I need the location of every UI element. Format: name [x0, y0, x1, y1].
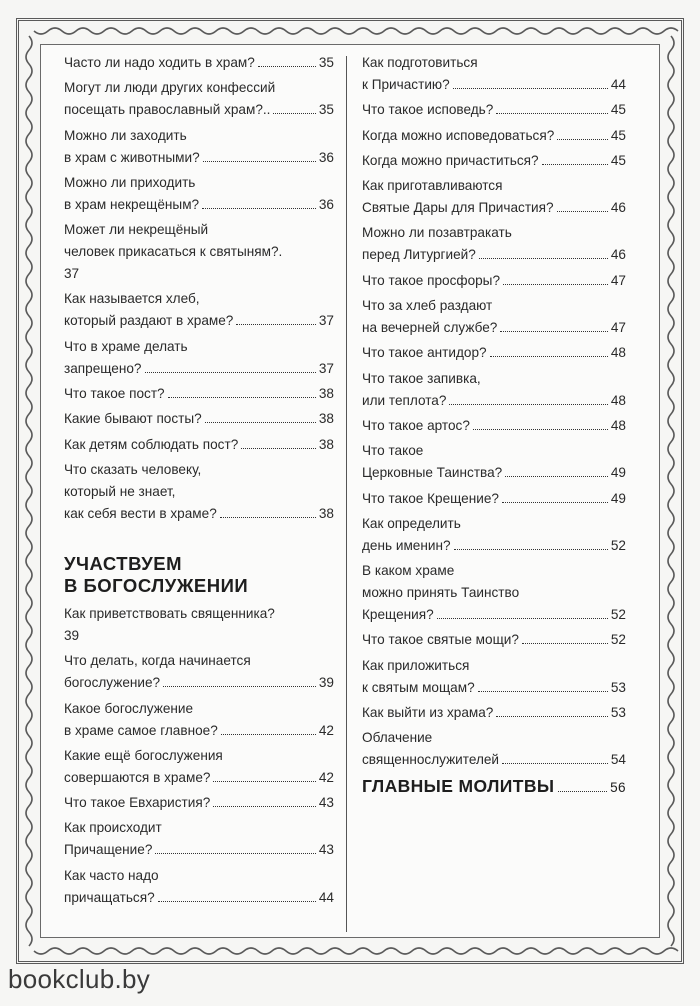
leader-dots [505, 476, 608, 477]
toc-entry-last-line [362, 488, 626, 510]
toc-entry-title: посещать православный храм?.. [64, 102, 271, 118]
toc-entry[interactable] [64, 125, 334, 169]
toc-entry-page: 38 [318, 411, 334, 427]
ornament-wave [34, 28, 678, 34]
toc-entry-page: 47 [610, 320, 626, 336]
toc-entry-title: Часто ли надо ходить в храм? [64, 55, 255, 70]
leader-dots [542, 164, 608, 165]
ornament-wave [26, 36, 32, 946]
toc-entry-page: 38 [318, 436, 334, 452]
toc-entry-title: день именин? [362, 537, 451, 553]
toc-entry-title: Что в храме делать [64, 338, 188, 354]
leader-dots [221, 734, 316, 735]
leader-dots [158, 901, 316, 902]
toc-entry[interactable] [362, 727, 626, 771]
toc-entry-title: Можно ли позавтракать [362, 225, 512, 241]
toc-entry-title: запрещено? [64, 360, 142, 376]
section-heading-line-1: УЧАСТВУЕМ [64, 552, 183, 574]
toc-entry-page: 44 [318, 889, 334, 905]
toc-entry-last-line [362, 150, 626, 172]
toc-entry-title: Можно ли заходить [64, 127, 187, 143]
toc-entry-title: Причащение? [64, 842, 153, 858]
toc-entry[interactable] [64, 745, 334, 789]
toc-entry[interactable] [64, 698, 334, 742]
leader-dots [496, 716, 608, 717]
leader-dots [454, 549, 608, 550]
toc-entry-title: Как выйти из храма? [362, 705, 494, 721]
toc-entry[interactable] [64, 817, 334, 861]
leader-dots [145, 372, 316, 373]
toc-entry-page: 45 [610, 102, 626, 118]
toc-right-entries [362, 52, 626, 771]
toc-entry-last-line [64, 99, 334, 121]
leader-dots [437, 618, 608, 619]
leader-dots [558, 791, 607, 792]
toc-entry-page: 54 [610, 752, 626, 768]
leader-dots [479, 258, 608, 259]
toc-entry-title: Церковные Таинства? [362, 465, 503, 481]
toc-entry-last-line [64, 194, 334, 216]
toc-entry-page: 39 [64, 627, 80, 643]
leader-dots [502, 763, 608, 764]
toc-entry-last-line [362, 749, 626, 771]
toc-entry-page: 38 [318, 386, 334, 402]
toc-entry-title: Когда можно причаститься? [362, 152, 539, 168]
toc-entry-title: Как происходит [64, 820, 162, 836]
toc-entry[interactable] [64, 408, 334, 430]
toc-entry-title: Что такое святые мощи? [362, 632, 519, 648]
toc-entry-title: Что делать, когда начинается [64, 653, 251, 669]
toc-entry-title: Что такое [362, 443, 424, 459]
toc-entry-page: 52 [610, 537, 626, 553]
ornament-wave [34, 948, 678, 954]
toc-entry[interactable] [362, 440, 626, 484]
toc-entry-title: Что такое пост? [64, 386, 165, 402]
toc-entry-title: к святым мощам? [362, 679, 475, 695]
toc-entry-title: Какое богослужение [64, 700, 194, 716]
toc-entry-page: 42 [318, 769, 334, 785]
toc-entry-title: Что такое артос? [362, 417, 470, 433]
leader-dots [522, 643, 608, 644]
toc-entry-last-line [362, 535, 626, 557]
leader-dots [203, 161, 316, 162]
toc-entry-title: Какие ещё богослужения [64, 747, 223, 763]
toc-entry-title: Облачение [362, 730, 433, 746]
toc-entry-title: Как приветствовать священника? [64, 605, 275, 621]
toc-entry[interactable] [362, 702, 626, 724]
toc-entry-title: Святые Дары для Причастия? [362, 200, 554, 216]
final-heading-label: ГЛАВНЫЕ МОЛИТВЫ [362, 775, 555, 796]
toc-entry-last-line [362, 270, 626, 292]
toc-entry-last-line [64, 383, 334, 405]
toc-entry-last-line [64, 358, 334, 380]
toc-entry-page: 35 [318, 55, 334, 70]
leader-dots [478, 691, 608, 692]
column-divider [346, 56, 347, 932]
toc-entry-last-line [64, 310, 334, 332]
toc-entry-title: Что такое просфоры? [362, 272, 501, 288]
toc-entry-page: 46 [610, 200, 626, 216]
leader-dots [202, 208, 316, 209]
toc-entry-last-line [64, 720, 334, 742]
toc-entry-last-line [362, 342, 626, 364]
toc-entry[interactable] [362, 99, 626, 121]
toc-entry-title: который раздают в храме? [64, 313, 234, 329]
toc-entry[interactable] [64, 434, 334, 456]
toc-entry-page: 39 [318, 675, 334, 691]
toc-entry-page: 36 [318, 149, 334, 165]
section-heading-line-2: В БОГОСЛУЖЕНИИ [64, 574, 249, 596]
toc-entry-last-line [64, 408, 334, 430]
leader-dots [205, 422, 316, 423]
toc-entry-title: Что такое Крещение? [362, 490, 499, 506]
toc-entry-title: Как подготовиться [362, 55, 478, 70]
toc-entry-last-line [362, 197, 626, 219]
toc-entry-title: к Причастию? [362, 77, 450, 92]
toc-entry-title: Как приготавливаются [362, 178, 503, 194]
toc-entry-title: священнослужителей [362, 752, 500, 768]
leader-dots [490, 356, 608, 357]
toc-entry-title: в храме самое главное? [64, 722, 218, 738]
toc-entry[interactable] [64, 650, 334, 694]
leader-dots [168, 397, 316, 398]
toc-right-column [362, 52, 626, 799]
leader-dots [500, 331, 608, 332]
toc-entry-page: 48 [610, 392, 626, 408]
toc-entry-title: Крещения? [362, 607, 434, 623]
leader-dots [213, 781, 315, 782]
toc-entry-page: 48 [610, 345, 626, 361]
leader-dots [557, 211, 608, 212]
toc-section-entries [64, 603, 334, 909]
leader-dots [163, 686, 316, 687]
toc-entry[interactable] [362, 560, 626, 626]
toc-entry-title: Когда можно исповедоваться? [362, 127, 555, 143]
leader-dots [236, 324, 316, 325]
toc-entry-page: 52 [610, 607, 626, 623]
toc-entry-title: на вечерней службе? [362, 320, 498, 336]
toc-entry-page: 49 [610, 490, 626, 506]
leader-dots [241, 448, 316, 449]
leader-dots [449, 404, 607, 405]
toc-entry-last-line [362, 125, 626, 147]
toc-entry-title: в храм некрещёным? [64, 196, 200, 212]
toc-entry-last-line [64, 434, 334, 456]
toc-entry-page: 52 [610, 632, 626, 648]
toc-entry-last-line [64, 503, 334, 525]
leader-dots [453, 88, 608, 89]
toc-entry-last-line [362, 702, 626, 724]
toc-entry-page: 46 [610, 247, 626, 263]
toc-entry-page: 37 [318, 360, 334, 376]
toc-entry-title: Что такое исповедь? [362, 102, 494, 118]
leader-dots [220, 517, 316, 518]
leader-dots [473, 429, 608, 430]
toc-entry-page: 36 [318, 196, 334, 212]
ornament-wave [668, 36, 674, 946]
leader-dots [213, 806, 316, 807]
toc-entry-title: Что такое антидор? [362, 345, 487, 361]
toc-entry[interactable] [64, 603, 334, 647]
toc-left-entries [64, 52, 334, 525]
watermark-text: bookclub.by [8, 964, 151, 994]
toc-entry-page: 35 [318, 102, 334, 118]
toc-entry[interactable] [362, 150, 626, 172]
toc-entry[interactable] [362, 629, 626, 651]
toc-entry-last-line [64, 672, 334, 694]
section-heading [64, 553, 334, 597]
toc-entry-last-line [362, 677, 626, 699]
toc-entry-last-line [362, 604, 626, 626]
toc-entry-title: богослужение? [64, 675, 161, 691]
toc-entry-title: совершаются в храме? [64, 769, 211, 785]
toc-entry[interactable] [64, 52, 334, 74]
toc-entry-last-line [64, 887, 334, 909]
toc-entry[interactable] [64, 288, 334, 332]
toc-entry-page: 43 [318, 795, 334, 811]
toc-entry-title: в храм с животными? [64, 149, 200, 165]
final-heading-page: 56 [610, 779, 626, 795]
leader-dots [155, 853, 315, 854]
toc-entry-last-line [362, 462, 626, 484]
toc-entry-title: Как называется хлеб, [64, 291, 200, 307]
toc-entry[interactable] [362, 415, 626, 437]
toc-entry[interactable] [64, 865, 334, 909]
toc-entry-title: Что за хлеб раздают [362, 298, 493, 314]
toc-entry[interactable] [362, 222, 626, 266]
toc-entry-last-line [64, 767, 334, 789]
toc-entry-last-line [64, 839, 334, 861]
toc-entry-last-line [64, 52, 334, 74]
leader-dots [258, 66, 316, 67]
toc-entry-page: 45 [610, 127, 626, 143]
toc-entry[interactable] [64, 172, 334, 216]
toc-entry-title: человек прикасаться к святыням?. [64, 244, 283, 260]
toc-entry-title: Можно ли приходить [64, 174, 196, 190]
toc-entry[interactable] [362, 342, 626, 364]
toc-entry-page: 38 [318, 505, 334, 521]
toc-entry[interactable] [362, 295, 626, 339]
toc-entry-page: 42 [318, 722, 334, 738]
toc-entry-title: Что такое запивка, [362, 370, 481, 386]
toc-entry-title: В каком храме [362, 563, 455, 579]
toc-entry-last-line [362, 629, 626, 651]
toc-entry-title: или теплота? [362, 392, 447, 408]
toc-entry-page: 37 [318, 313, 334, 329]
toc-entry-title: как себя вести в храме? [64, 505, 217, 521]
toc-entry-last-line [362, 390, 626, 412]
toc-entry[interactable] [362, 513, 626, 557]
toc-entry-title: Как приложиться [362, 657, 470, 673]
toc-entry[interactable] [362, 175, 626, 219]
leader-dots [503, 284, 608, 285]
toc-entry-page: 49 [610, 465, 626, 481]
toc-entry-page: 43 [318, 842, 334, 858]
toc-entry[interactable] [362, 488, 626, 510]
toc-entry-title: Как определить [362, 515, 461, 531]
toc-entry-title: Может ли некрещёный [64, 222, 209, 238]
toc-entry[interactable] [64, 383, 334, 405]
toc-entry-title: причащаться? [64, 889, 155, 905]
toc-entry-last-line [64, 147, 334, 169]
toc-entry-page: 47 [610, 272, 626, 288]
toc-left-column [64, 52, 334, 912]
leader-dots [557, 139, 608, 140]
toc-entry[interactable] [362, 270, 626, 292]
toc-entry-page: 45 [610, 152, 626, 168]
toc-entry-page: 53 [610, 679, 626, 695]
toc-entry-title: Какие бывают посты? [64, 411, 202, 427]
leader-dots [273, 113, 315, 114]
toc-entry-page: 53 [610, 705, 626, 721]
toc-entry-title: перед Литургией? [362, 247, 476, 263]
toc-entry[interactable] [64, 792, 334, 814]
toc-entry[interactable] [64, 219, 334, 285]
toc-entry-title: можно принять Таинство [362, 585, 520, 601]
toc-entry-last-line [64, 792, 334, 814]
toc-entry-title: Как детям соблюдать пост? [64, 436, 239, 452]
toc-entry-last-line [362, 244, 626, 266]
toc-entry-last-line [362, 99, 626, 121]
leader-dots [496, 113, 608, 114]
toc-entry-last-line [362, 317, 626, 339]
toc-entry[interactable] [64, 459, 334, 525]
toc-entry[interactable] [362, 52, 626, 96]
leader-dots [502, 502, 608, 503]
toc-entry-title: Что сказать человеку, [64, 461, 202, 477]
toc-entry-last-line [362, 74, 626, 96]
toc-entry-title: Могут ли люди других конфессий [64, 80, 276, 96]
toc-entry[interactable] [64, 77, 334, 121]
toc-entry-last-line [362, 415, 626, 437]
toc-entry[interactable] [362, 655, 626, 699]
toc-entry[interactable] [362, 125, 626, 147]
toc-entry[interactable] [362, 368, 626, 412]
toc-entry-page: 44 [610, 77, 626, 92]
toc-entry-title: Как часто надо [64, 867, 159, 883]
toc-entry-page: 37 [64, 266, 80, 282]
toc-entry[interactable] [64, 336, 334, 380]
toc-entry-page: 48 [610, 417, 626, 433]
toc-entry-title: который не знает, [64, 483, 176, 499]
toc-entry-title: Что такое Евхаристия? [64, 795, 211, 811]
final-heading[interactable] [362, 775, 626, 799]
